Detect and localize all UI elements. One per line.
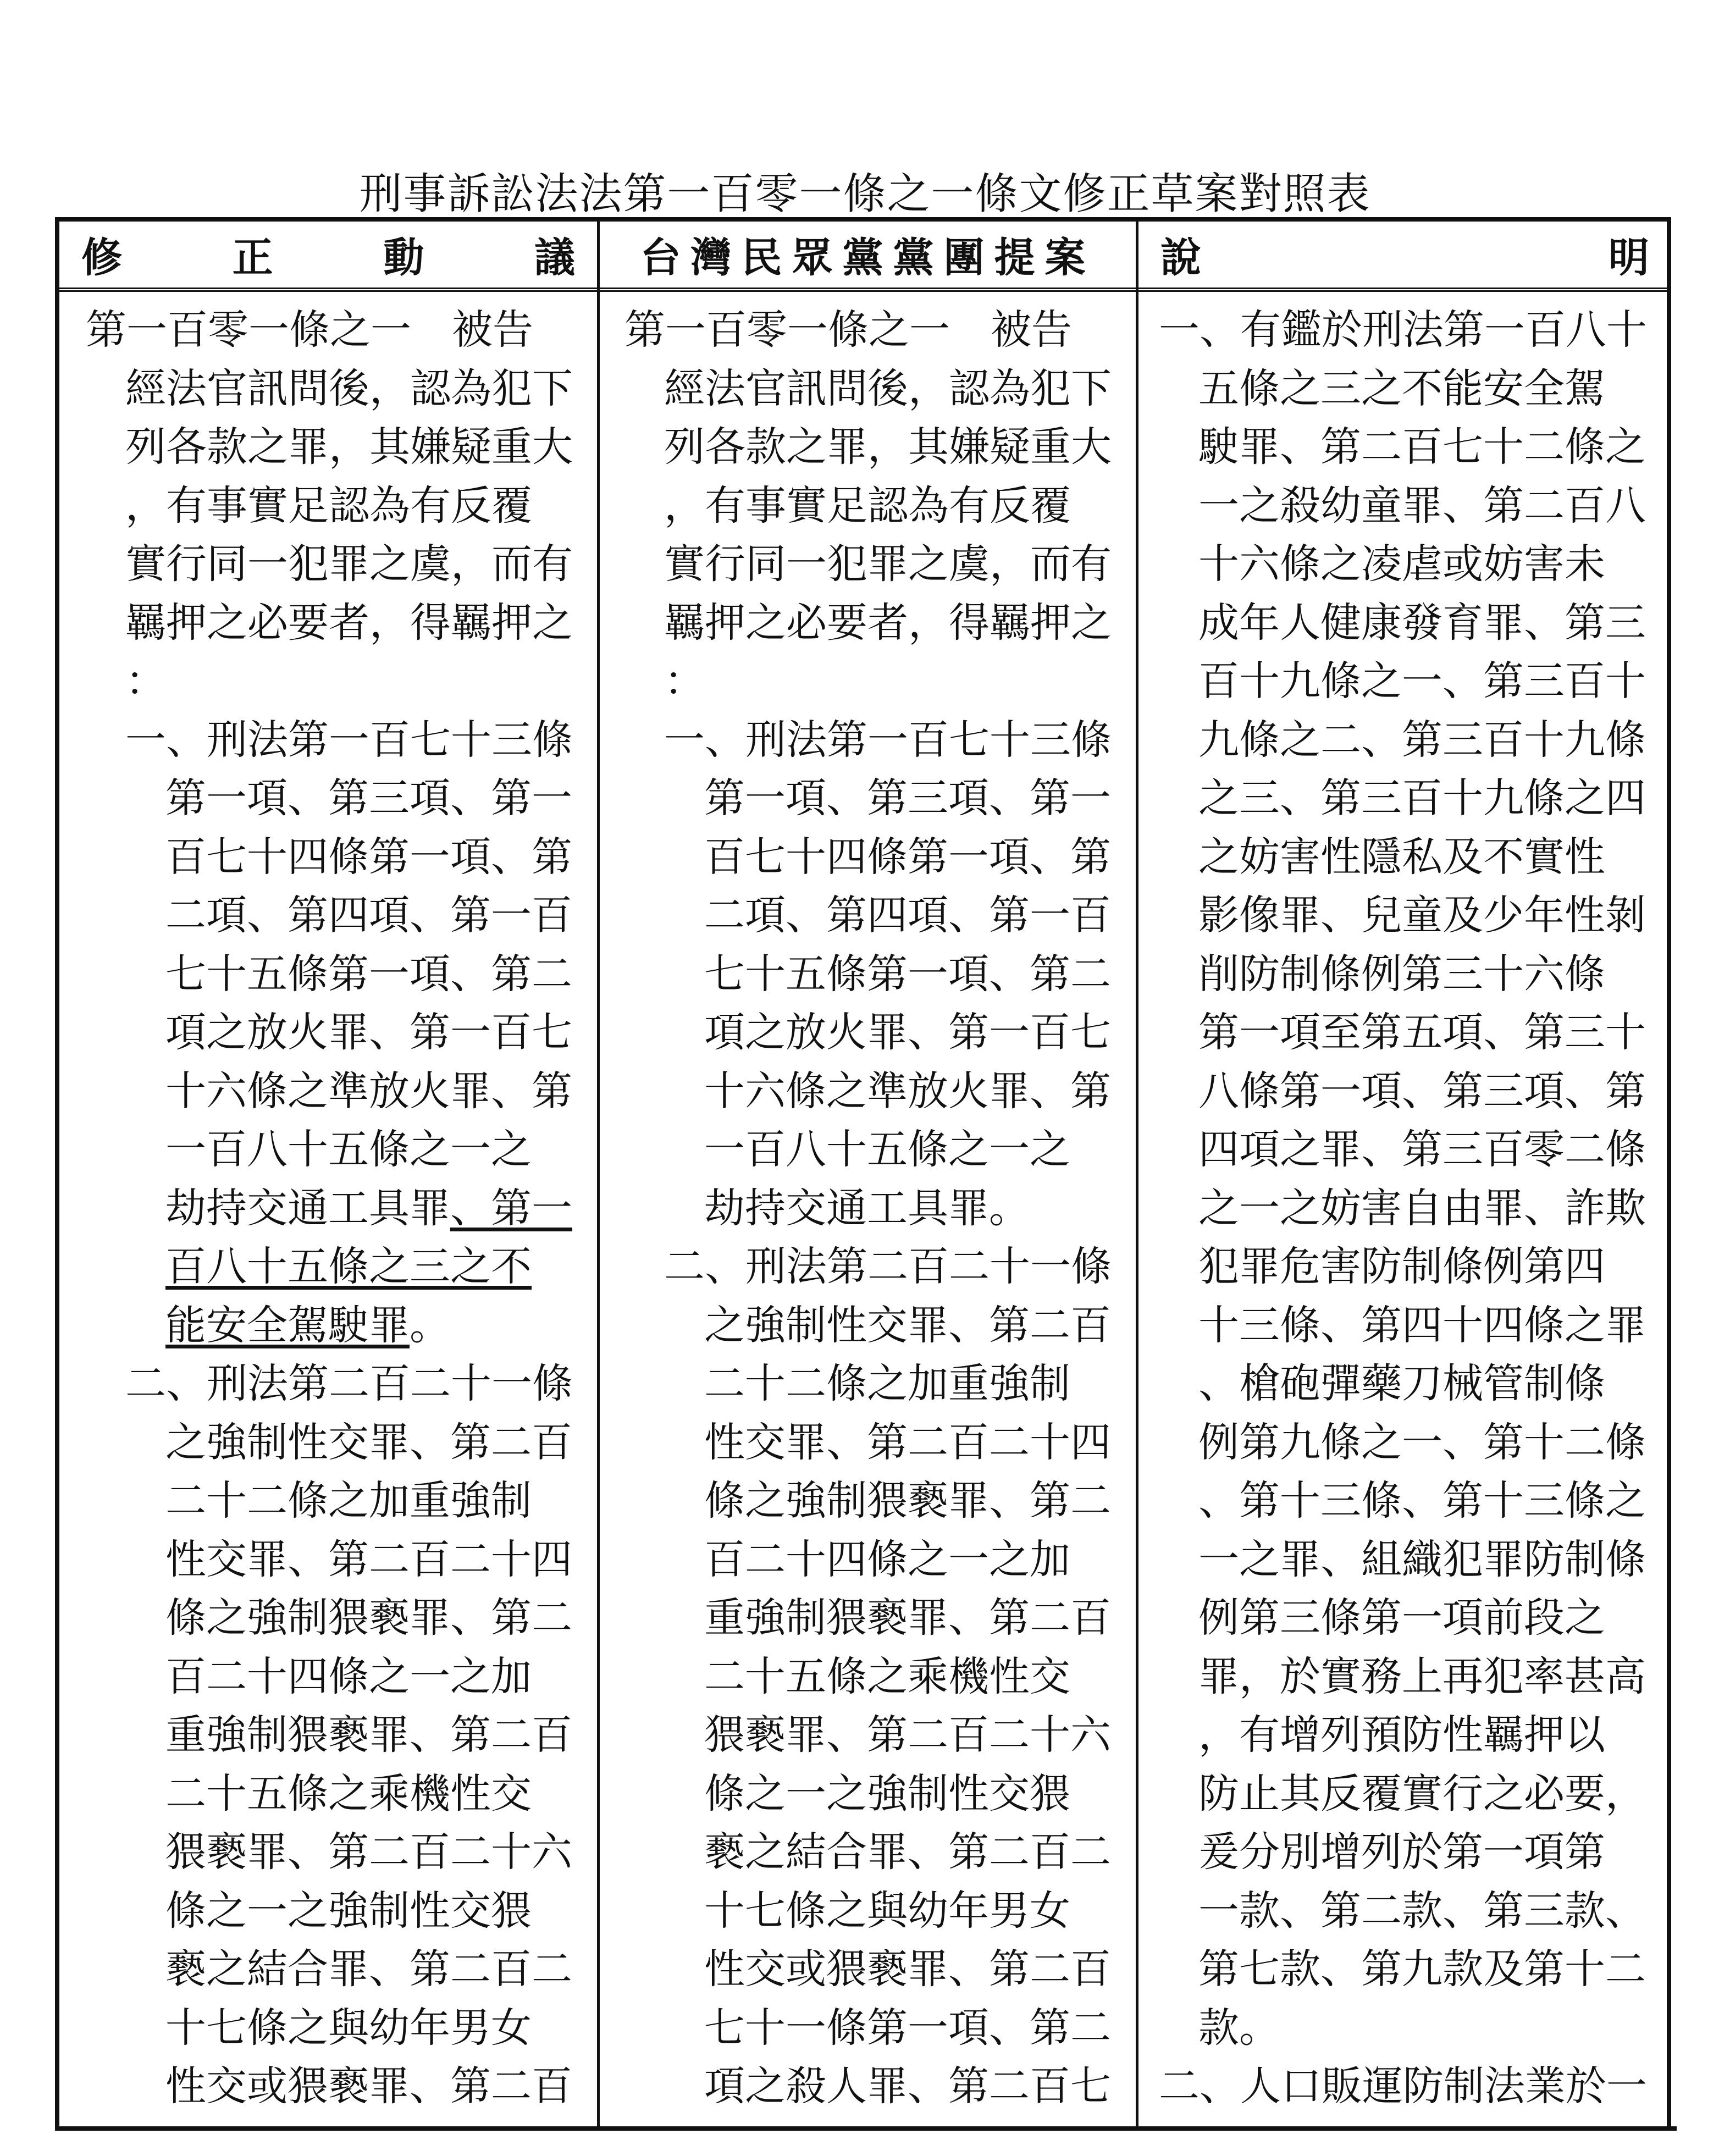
- text-line: [1159, 418, 1671, 477]
- line-text: 性交或猥褻罪、第二百: [165, 2063, 572, 2110]
- text-line: [86, 1296, 597, 1355]
- text-line: [86, 886, 597, 945]
- line-text: 之三、第三百十九條之四: [1198, 775, 1646, 822]
- text-line: [624, 594, 1136, 653]
- text-line: [86, 828, 597, 887]
- text-line: [1159, 477, 1671, 535]
- line-text: 經法官訊問後，認為犯下: [664, 364, 1112, 412]
- header-char: 動: [383, 234, 424, 281]
- line-text: 劫持交通工具罪。: [704, 1184, 1030, 1232]
- line-text: 項之放火罪、第一百七: [704, 1009, 1111, 1056]
- line-text: 列各款之罪，其嫌疑重大: [125, 423, 573, 471]
- line-text: 之妨害性隱私及不實性: [1198, 833, 1605, 881]
- amendment-motion-text: [80, 292, 597, 2127]
- line-text: 十六條之準放火罪、第: [704, 1067, 1111, 1115]
- text-line: [86, 1530, 597, 1589]
- text-line: [86, 1648, 597, 1706]
- line-text: 十六條之準放火罪、第: [165, 1067, 572, 1115]
- line-text: ：: [125, 657, 166, 705]
- text-line: [1159, 886, 1671, 945]
- line-text: ，有事實足認為有反覆: [664, 482, 1071, 529]
- line-text: 九條之二、第三百十九條: [1198, 716, 1646, 764]
- text-line: [624, 1648, 1136, 1706]
- line-text: 項之殺人罪、第二百七: [704, 2063, 1111, 2110]
- header-char: 議: [534, 234, 575, 281]
- text-line: [624, 1003, 1136, 1062]
- line-text: 二項、第四項、第一百: [165, 892, 572, 939]
- text-line: [1159, 1706, 1671, 1765]
- line-text: 、第十三條、第十三條之: [1198, 1477, 1646, 1524]
- line-text: 一、有鑑於刑法第一百八十: [1159, 306, 1647, 353]
- text-line: [624, 360, 1136, 418]
- text-line: [1159, 1472, 1671, 1530]
- line-text: 罪，於實務上再犯率甚高: [1198, 1652, 1646, 1700]
- text-line: [86, 1179, 597, 1238]
- text-line: [1159, 1296, 1671, 1355]
- text-line: [1159, 1648, 1671, 1706]
- text-line: [624, 945, 1136, 1004]
- line-text: 條之一之強制性交猥: [165, 1887, 532, 1934]
- line-text: 十六條之凌虐或妨害未: [1198, 540, 1605, 588]
- column-divider: [597, 222, 600, 2127]
- text-line: [86, 1823, 597, 1882]
- text-line: [86, 1765, 597, 1823]
- line-text: ，有增列預防性羈押以: [1198, 1711, 1605, 1759]
- text-line: [1159, 1237, 1671, 1296]
- line-text: 例第九條之一、第十二條: [1198, 1418, 1646, 1466]
- text-line: [624, 1120, 1136, 1179]
- line-text: 十七條之與幼年男女: [704, 1887, 1070, 1934]
- line-text: 性交罪、第二百二十四: [165, 1535, 572, 1583]
- line-text: 防止其反覆實行之必要，: [1198, 1770, 1646, 1817]
- column-divider: [1136, 222, 1138, 2127]
- line-text: 之一之妨害自由罪、詐欺: [1198, 1184, 1646, 1232]
- line-text: 第一項至第五項、第三十: [1198, 1009, 1646, 1056]
- text-line: [1159, 711, 1671, 770]
- table-bottom-border: [55, 2126, 1677, 2131]
- document-title: 刑事訴訟法法第一百零一條之一條文修正草案對照表: [359, 169, 1371, 219]
- text-line: [624, 828, 1136, 887]
- line-text: 五條之三之不能安全駕: [1198, 364, 1605, 412]
- text-line: [624, 1179, 1136, 1238]
- tpp-proposal-text: [619, 292, 1136, 2127]
- text-line: [624, 1589, 1136, 1648]
- line-text: 第一項、第三項、第一: [704, 775, 1111, 822]
- line-text: 百七十四條第一項、第: [704, 833, 1111, 881]
- line-text: 百十九條之一、第三百十: [1198, 657, 1646, 705]
- line-text: 項之放火罪、第一百七: [165, 1009, 572, 1056]
- text-line: [1159, 360, 1671, 418]
- line-text: 第一百零一條之一 被告: [86, 306, 533, 353]
- line-text: 經法官訊問後，認為犯下: [125, 364, 573, 412]
- line-text: 二十五條之乘機性交: [704, 1652, 1070, 1700]
- line-text: 褻之結合罪、第二百二: [704, 1828, 1111, 1876]
- line-text: 、槍砲彈藥刀械管制條: [1198, 1360, 1605, 1407]
- text-line: [624, 1999, 1136, 2058]
- text-line: [624, 418, 1136, 477]
- line-text: 第七款、第九款及第十二: [1198, 1945, 1646, 1993]
- text-line: [1159, 1589, 1671, 1648]
- text-line: [1159, 652, 1671, 711]
- line-text: 十七條之與幼年男女: [165, 2004, 532, 2052]
- text-line: [86, 1003, 597, 1062]
- header-divider: [59, 288, 1667, 292]
- text-line: [86, 1355, 597, 1413]
- text-line: [1159, 1062, 1671, 1121]
- text-line: [86, 360, 597, 418]
- line-text: 八條第一項、第三項、第: [1198, 1067, 1646, 1115]
- text-line: [86, 477, 597, 535]
- line-text: 二、刑法第二百二十一條: [664, 1243, 1112, 1290]
- text-line: [86, 1882, 597, 1941]
- text-line: [1159, 1882, 1671, 1941]
- line-text: 之強制性交罪、第二百: [165, 1418, 572, 1466]
- line-text: ，有事實足認為有反覆: [125, 482, 532, 529]
- header-char: 明: [1609, 234, 1649, 281]
- amended-text: 能安全駕駛罪: [165, 1301, 410, 1349]
- line-text: 一之罪、組織犯罪防制條: [1198, 1535, 1646, 1583]
- text-line: [1159, 535, 1671, 594]
- text-line: [624, 1062, 1136, 1121]
- text-line: [624, 535, 1136, 594]
- text-line: [624, 886, 1136, 945]
- line-text: 一之殺幼童罪、第二百八: [1198, 482, 1646, 529]
- text-line: [1159, 1765, 1671, 1823]
- line-suffix: 。: [410, 1301, 450, 1349]
- text-line: [1159, 1355, 1671, 1413]
- line-text: 一、刑法第一百七十三條: [125, 716, 573, 764]
- line-text: 成年人健康發育罪、第三: [1198, 599, 1646, 646]
- line-text: 二、刑法第二百二十一條: [125, 1360, 573, 1407]
- text-line: [624, 1413, 1136, 1472]
- text-line: [86, 594, 597, 653]
- text-line: [1159, 1003, 1671, 1062]
- line-text: 二十五條之乘機性交: [165, 1770, 532, 1817]
- text-line: [86, 1999, 597, 2058]
- header-char: 修: [81, 234, 122, 281]
- line-text: 重強制猥褻罪、第二百: [165, 1711, 572, 1759]
- text-line: [86, 711, 597, 770]
- line-text: 羈押之必要者，得羈押之: [664, 599, 1112, 646]
- line-text: 百二十四條之一之加: [165, 1652, 532, 1700]
- text-line: [624, 652, 1136, 711]
- line-text: 猥褻罪、第二百二十六: [165, 1828, 572, 1876]
- line-text: 二十二條之加重強制: [704, 1360, 1070, 1407]
- line-text: 款。: [1198, 2004, 1280, 2052]
- text-line: [86, 652, 597, 711]
- amended-text: 百八十五條之三之不: [165, 1243, 532, 1290]
- line-text: 二、人口販運防制法業於一: [1159, 2063, 1647, 2110]
- text-line: [86, 301, 597, 360]
- line-text: ：: [664, 657, 705, 705]
- line-text: 條之強制猥褻罪、第二: [704, 1477, 1111, 1524]
- line-text: 一百八十五條之一之: [704, 1126, 1070, 1173]
- header-text: 台灣民眾黨黨團提案: [640, 234, 1096, 281]
- text-line: [624, 1530, 1136, 1589]
- text-line: [1159, 945, 1671, 1004]
- line-text: 之強制性交罪、第二百: [704, 1301, 1111, 1349]
- text-line: [86, 1120, 597, 1179]
- line-text: 一款、第二款、第三款、: [1198, 1887, 1646, 1934]
- line-text: 實行同一犯罪之虞，而有: [664, 540, 1112, 588]
- header-explanation: [1138, 222, 1671, 288]
- line-text: 實行同一犯罪之虞，而有: [125, 540, 573, 588]
- text-line: [624, 1882, 1136, 1941]
- line-text: 爰分別增列於第一項第: [1198, 1828, 1605, 1876]
- line-text: 一、刑法第一百七十三條: [664, 716, 1112, 764]
- amended-text: 、第一: [450, 1184, 572, 1232]
- text-line: [624, 1355, 1136, 1413]
- line-text: 二項、第四項、第一百: [704, 892, 1111, 939]
- text-line: [1159, 301, 1671, 360]
- line-text: 條之一之強制性交猥: [704, 1770, 1070, 1817]
- line-text: 一百八十五條之一之: [165, 1126, 532, 1173]
- explanation-text: [1153, 292, 1671, 2127]
- line-text: 二十二條之加重強制: [165, 1477, 532, 1524]
- text-line: [86, 1472, 597, 1530]
- text-line: [624, 1296, 1136, 1355]
- text-line: [86, 1940, 597, 1999]
- text-line: [86, 535, 597, 594]
- line-text: 猥褻罪、第二百二十六: [704, 1711, 1111, 1759]
- text-line: [86, 945, 597, 1004]
- text-line: [86, 769, 597, 828]
- text-line: [86, 418, 597, 477]
- text-line: [86, 1413, 597, 1472]
- text-line: [1159, 1999, 1671, 2058]
- header-char: 正: [232, 234, 273, 281]
- header-tpp-caucus-proposal: [600, 222, 1136, 288]
- text-line: [624, 1823, 1136, 1882]
- line-text: 性交罪、第二百二十四: [704, 1418, 1111, 1466]
- text-line: [1159, 769, 1671, 828]
- text-line: [1159, 1179, 1671, 1238]
- text-line: [1159, 2057, 1671, 2116]
- line-text: 七十一條第一項、第二: [704, 2004, 1111, 2052]
- line-text: 百二十四條之一之加: [704, 1535, 1070, 1583]
- text-line: [624, 711, 1136, 770]
- line-text: 列各款之罪，其嫌疑重大: [664, 423, 1112, 471]
- text-line: [624, 1706, 1136, 1765]
- text-line: [86, 1237, 597, 1296]
- text-line: [86, 1062, 597, 1121]
- text-line: [624, 477, 1136, 535]
- text-line: [624, 1237, 1136, 1296]
- line-text: 例第三條第一項前段之: [1198, 1594, 1605, 1641]
- text-line: [1159, 1940, 1671, 1999]
- line-text: 劫持交通工具罪: [165, 1184, 450, 1232]
- line-text: 四項之罪、第三百零二條: [1198, 1126, 1646, 1173]
- text-line: [1159, 828, 1671, 887]
- line-text: 條之強制猥褻罪、第二: [165, 1594, 572, 1641]
- text-line: [86, 1706, 597, 1765]
- line-text: 性交或猥褻罪、第二百: [704, 1945, 1111, 1993]
- comparison-table: [55, 217, 1671, 2127]
- line-text: 第一百零一條之一 被告: [624, 306, 1072, 353]
- text-line: [624, 1472, 1136, 1530]
- text-line: [1159, 594, 1671, 653]
- line-text: 羈押之必要者，得羈押之: [125, 599, 573, 646]
- line-text: 七十五條第一項、第二: [704, 950, 1111, 998]
- header-char: 說: [1160, 234, 1201, 281]
- line-text: 褻之結合罪、第二百二: [165, 1945, 572, 1993]
- text-line: [624, 1765, 1136, 1823]
- text-line: [1159, 1413, 1671, 1472]
- line-text: 百七十四條第一項、第: [165, 833, 572, 881]
- line-text: 十三條、第四十四條之罪: [1198, 1301, 1646, 1349]
- text-line: [624, 1940, 1136, 1999]
- line-text: 駛罪、第二百七十二條之: [1198, 423, 1646, 471]
- line-text: 犯罪危害防制條例第四: [1198, 1243, 1605, 1290]
- text-line: [86, 1589, 597, 1648]
- line-text: 削防制條例第三十六條: [1198, 950, 1605, 998]
- line-text: 七十五條第一項、第二: [165, 950, 572, 998]
- header-amendment-motion: [59, 222, 597, 288]
- text-line: [624, 301, 1136, 360]
- text-line: [1159, 1120, 1671, 1179]
- text-line: [1159, 1823, 1671, 1882]
- line-text: 重強制猥褻罪、第二百: [704, 1594, 1111, 1641]
- text-line: [624, 769, 1136, 828]
- text-line: [624, 2057, 1136, 2116]
- text-line: [86, 2057, 597, 2116]
- text-line: [1159, 1530, 1671, 1589]
- line-text: 第一項、第三項、第一: [165, 775, 572, 822]
- line-text: 影像罪、兒童及少年性剝: [1198, 892, 1646, 939]
